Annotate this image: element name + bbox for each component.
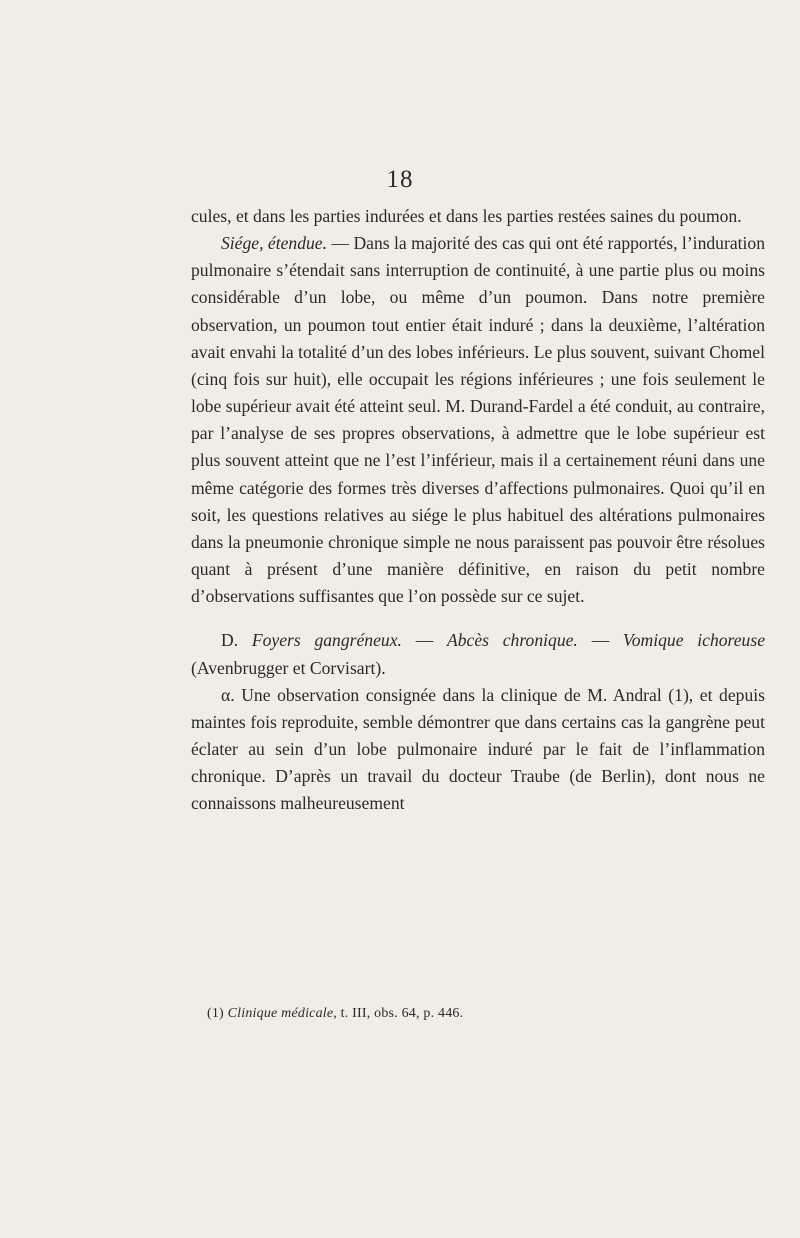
footnote-rest: , t. III, obs. 64, p. 446. [333, 1006, 464, 1021]
section-prefix: D. [221, 630, 252, 651]
body-text [191, 203, 765, 817]
footnote-title: Clinique médicale [227, 1006, 334, 1021]
section-separator-1: — [401, 630, 447, 651]
section-separator-2: — [577, 630, 623, 651]
section-title-1: Foyers gangréneux. [251, 630, 402, 651]
footnote-mark: (1) [207, 1006, 228, 1021]
paragraph-continuation: cules, et dans les parties indurées et dans les parties restées saines du poumon. [191, 206, 742, 226]
paragraph-alpha: α. Une observation consignée dans la clinique de M. Andral (1), et depuis maintes fois reproduite, semble démontrer que dans certains cas la gangrène peut éclater au sein d’un lobe pulmonaire induré par le fait de l’inflammation chronique. D’après un travail du docteur Traube (de Berlin), dont nous ne connaissons malheureusement [191, 684, 765, 814]
section-title-3: Vomique ichoreuse [622, 630, 765, 651]
paragraph-siege-text: — Dans la majorité des cas qui ont été rapportés, l’induration pulmonaire s’étendait sans interruption de continuité, à une partie plus ou moins considérable d’un lobe, ou même d’un poumon. Dans notre première observation, un poumon tout entier était induré ; dans la deuxième, l’altération avait envahi la totalité d’un des lobes inférieurs. Le plus souvent, suivant Chomel (cinq fois sur huit), elle occupait les régions inférieures ; une fois seulement le lobe supérieur avait été atteint seul. M. Durand-Fardel a été conduit, au contraire, par l’analyse de ses propres observations, à admettre que le lobe supérieur est plus souvent atteint que ne l’est l’inférieur, mais il a certainement réuni dans une même catégorie des formes très diverses d’affections pulmonaires. Quoi qu’il en soit, les questions relatives au siége le plus habituel des altérations pulmonaires dans la pneumonie chronique simple ne nous paraissent pas pouvoir être résolues quant à présent d’une manière définitive, en raison du petit nombre d’observations suffisantes que l’on possède sur ce sujet. [191, 233, 765, 607]
section-heading [191, 627, 765, 681]
section-tail: (Avenbrugger et Corvisart). [191, 657, 386, 678]
footnote [207, 1006, 463, 1022]
section-title-2: Abcès chronique. [447, 630, 578, 651]
paragraph-siege-label: Siége, étendue. [221, 233, 328, 254]
page-number: 18 [386, 166, 414, 193]
paragraph-siege [191, 230, 765, 610]
